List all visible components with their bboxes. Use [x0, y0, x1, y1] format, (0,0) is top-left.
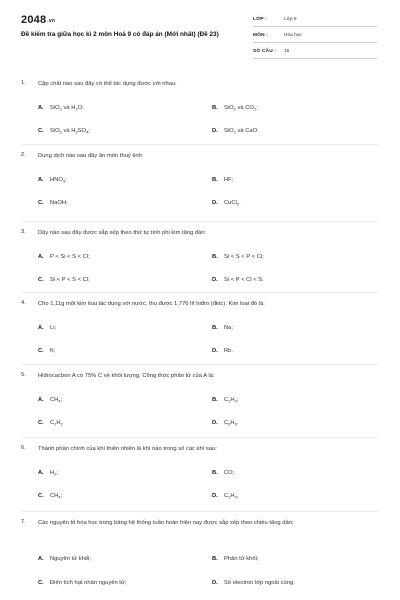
option-text: SiO$_2$ và $H_2O$;	[50, 105, 84, 112]
option-label: D.	[212, 580, 218, 586]
option-label: D.	[212, 200, 218, 206]
option-text: $CH_4$;	[50, 397, 63, 404]
document-title: Đề kiểm tra giữa học kì 2 môn Hoá 9 có đáp án (Mới nhất) (Đề 23)	[21, 31, 219, 38]
option-label: A.	[38, 556, 44, 562]
option-label: B.	[212, 556, 218, 562]
answer-option-d[interactable]	[212, 348, 233, 354]
meta-key: MÔN :	[253, 33, 269, 38]
answer-option-b[interactable]	[212, 397, 238, 403]
option-label: B.	[212, 177, 218, 183]
option-label: D.	[212, 277, 218, 283]
answer-option-d[interactable]	[212, 420, 238, 426]
question-divider	[21, 511, 379, 512]
question-number: 2.	[21, 152, 26, 158]
option-label: C.	[38, 580, 44, 586]
answer-option-a[interactable]	[38, 470, 58, 476]
answer-option-a[interactable]	[38, 177, 67, 183]
question-number: 6.	[21, 445, 26, 451]
option-label: D.	[212, 420, 218, 426]
option-text: HF;	[224, 177, 234, 183]
answer-option-a[interactable]	[38, 325, 56, 331]
question-number: 1.	[21, 80, 26, 86]
answer-option-a[interactable]	[38, 556, 91, 562]
question-divider	[21, 364, 379, 365]
question-text: Thành phần chính của khí thiên nhiên là khí nào trong số các khí sau:	[38, 446, 217, 452]
question-divider	[21, 437, 379, 438]
option-text: SiO$_2$ và CaO.	[224, 128, 259, 135]
option-label: B.	[212, 254, 218, 260]
option-label: B.	[212, 470, 218, 476]
option-label: A.	[38, 177, 44, 183]
question-number: 5.	[21, 372, 26, 378]
answer-option-b[interactable]	[212, 177, 233, 183]
question-text: Hiđrocacbon A có 75% C về khối lượng. Công thức phân tử của A là:	[38, 373, 215, 379]
answer-option-d[interactable]	[212, 128, 259, 134]
answer-option-a[interactable]	[38, 105, 84, 111]
answer-option-c[interactable]	[38, 200, 68, 206]
option-text: NaOH;	[50, 200, 68, 206]
answer-option-c[interactable]	[38, 348, 55, 354]
option-label: B.	[212, 325, 218, 331]
option-label: D.	[212, 128, 218, 134]
meta-row-class	[253, 14, 377, 27]
meta-row-count	[253, 46, 377, 59]
question-text: Cặp chất nào sau đây có thể tác dụng được với nhau:	[38, 81, 177, 87]
option-text: $H_2$;	[50, 470, 59, 477]
answer-option-c[interactable]	[38, 580, 126, 586]
answer-option-b[interactable]	[212, 556, 259, 562]
answer-option-d[interactable]	[212, 580, 295, 586]
meta-key: SỐ CÂU :	[253, 49, 277, 54]
answer-option-d[interactable]	[212, 200, 241, 206]
option-label: A.	[38, 105, 44, 111]
option-text: Điện tích hạt nhân nguyên tử;	[50, 580, 127, 586]
page-header	[0, 0, 400, 66]
option-text: CO;	[224, 470, 235, 476]
option-label: A.	[38, 325, 44, 331]
answer-option-b[interactable]	[212, 254, 264, 260]
answer-option-c[interactable]	[38, 277, 90, 283]
answer-option-a[interactable]	[38, 254, 90, 260]
option-text: Số electron lớp ngoài cùng.	[224, 580, 295, 586]
option-text: SiO$_2$ và $CO_2$;	[224, 105, 258, 112]
answer-option-c[interactable]	[38, 493, 62, 499]
answer-option-c[interactable]	[38, 420, 63, 426]
question-text: Dung dịch nào sau đây ăn mòn thuỷ tinh:	[38, 153, 144, 159]
question-text: Dãy nào sau đây được sắp xếp theo thứ tự tính phi kim tăng dần:	[38, 230, 207, 236]
option-text: $CH_4$;	[50, 493, 63, 500]
option-text: K;	[50, 348, 56, 354]
option-text: CuCl$_2$.	[224, 200, 241, 207]
option-text: P < Si < S < Cl;	[50, 254, 90, 260]
option-label: C.	[38, 128, 44, 134]
answer-option-c[interactable]	[38, 128, 90, 134]
meta-value: 15	[284, 49, 290, 54]
option-label: B.	[212, 105, 218, 111]
option-label: C.	[38, 200, 44, 206]
question-text: Cho 1,11g một kim loại tác dụng với nước, thu được 1,776 lít hiđro (đktc). Kim loại đó là:	[38, 301, 265, 307]
option-text: Si < S < P < Cl;	[224, 254, 264, 260]
answer-option-b[interactable]	[212, 325, 233, 331]
answer-option-d[interactable]	[212, 493, 238, 499]
option-text: Nguyên tử khối;	[50, 556, 91, 562]
option-label: D.	[212, 493, 218, 499]
option-label: A.	[38, 397, 44, 403]
option-text: Rb.	[224, 348, 234, 354]
option-text: $C_2H_4$;	[224, 397, 239, 404]
option-text: Si < P < Cl < S.	[224, 277, 264, 283]
option-label: A.	[38, 254, 44, 260]
option-text: Na;	[224, 325, 234, 331]
option-label: C.	[38, 277, 44, 283]
option-label: B.	[212, 397, 218, 403]
question-number: 3.	[21, 229, 26, 235]
answer-option-b[interactable]	[212, 470, 234, 476]
option-text: Si < P < S < Cl;	[50, 277, 90, 283]
option-text: $HNO_3$;	[50, 177, 67, 184]
option-label: C.	[38, 348, 44, 354]
site-logo[interactable]	[21, 14, 55, 26]
option-label: C.	[38, 420, 44, 426]
logo-main: 2048	[21, 14, 47, 26]
option-text: Li;	[50, 325, 57, 331]
question-number: 7.	[21, 519, 26, 525]
option-text: $C_2H_4$.	[224, 493, 239, 500]
meta-table	[253, 14, 377, 62]
option-label: A.	[38, 470, 44, 476]
option-text: SiO$_2$ và $H_2SO_4$;	[50, 128, 90, 135]
answer-option-a[interactable]	[38, 397, 62, 403]
option-text: $C_2H_2$	[50, 420, 63, 427]
answer-option-b[interactable]	[212, 105, 258, 111]
meta-key: LỚP :	[253, 17, 268, 22]
question-text: Các nguyên tố hóa học trong bảng hệ thống tuần hoàn hiện nay được sắp xếp theo chiều tăng dần:	[38, 520, 294, 526]
meta-value: Hóa học	[284, 33, 302, 38]
question-number: 4.	[21, 300, 26, 306]
option-text: Phân tử khối;	[224, 556, 259, 562]
answer-option-d[interactable]	[212, 277, 264, 283]
option-text: $C_6H_6$.	[224, 420, 239, 427]
option-label: D.	[212, 348, 218, 354]
logo-suffix: .vn	[47, 18, 56, 24]
question-divider	[21, 144, 379, 145]
question-divider	[21, 292, 379, 293]
meta-row-subject	[253, 30, 377, 43]
option-label: C.	[38, 493, 44, 499]
meta-value: Lớp 9	[284, 17, 297, 22]
question-divider	[21, 221, 379, 222]
